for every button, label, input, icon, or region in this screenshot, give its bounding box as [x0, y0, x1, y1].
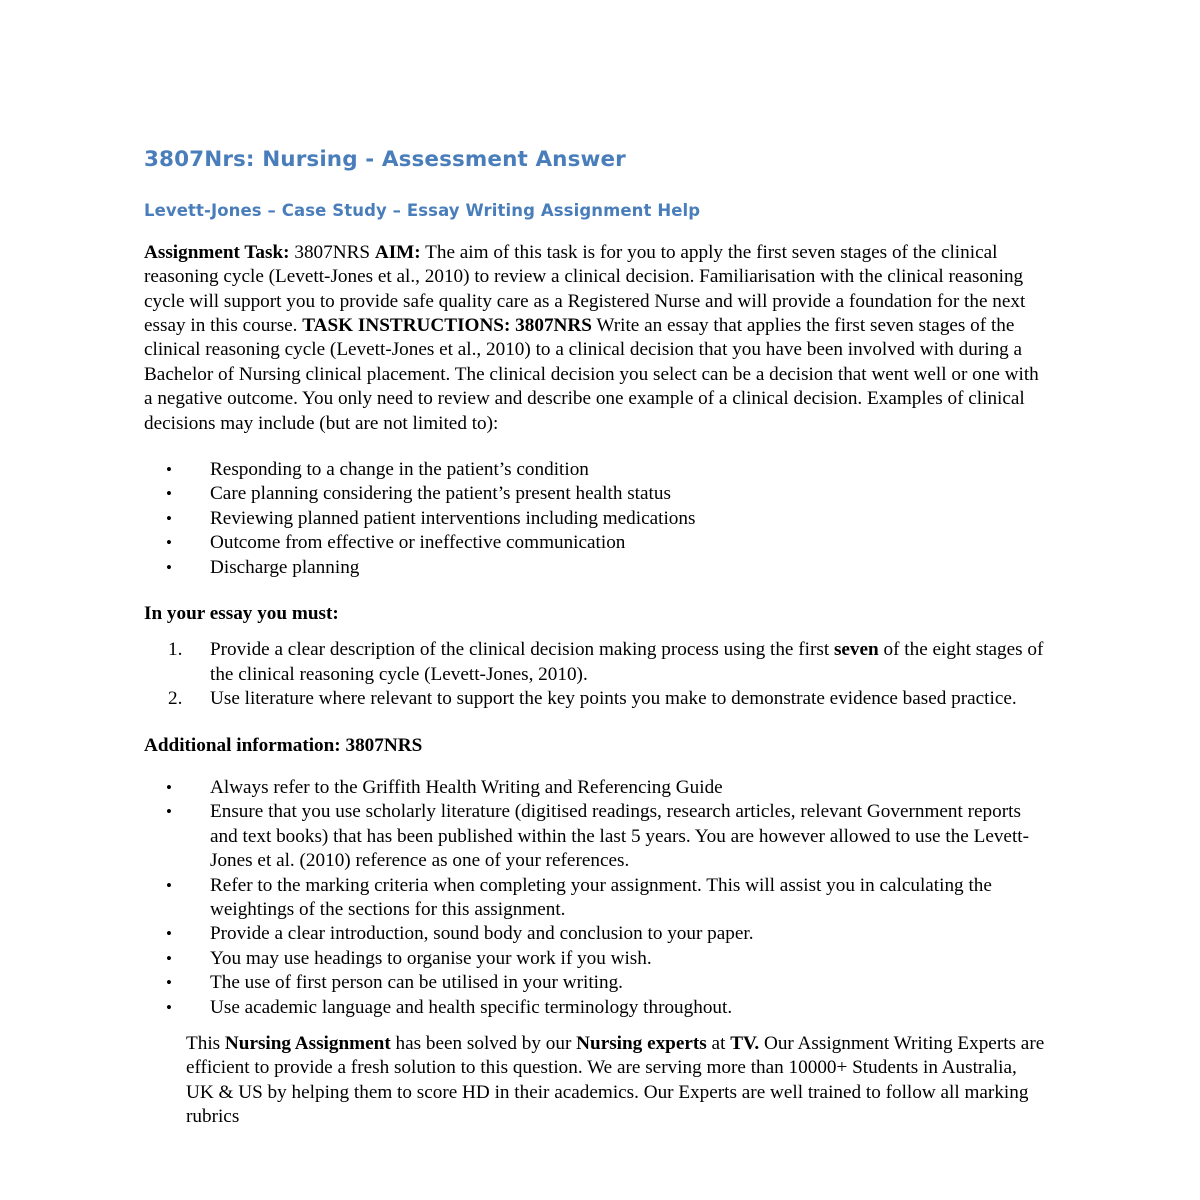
essay-requirements-heading: In your essay you must:	[144, 602, 339, 624]
additional-information-heading: Additional information: 3807NRS	[144, 734, 423, 756]
document-content	[144, 148, 1049, 1130]
bullet-icon: •	[166, 508, 172, 528]
list-item-label: Use academic language and health specific terminology throughout.	[210, 996, 733, 1018]
page-title: 3807Nrs: Nursing - Assessment Answer	[144, 147, 626, 172]
decision-examples-list	[144, 458, 1049, 580]
closing-text-4: Our Assignment Writing Experts are efficient to provide a fresh solution to this question. We are serving more than 10000+ Students in Australia, UK & US by helping them to score HD in their academics. Our Experts are well trained to follow all marking rubrics	[186, 1033, 1045, 1128]
additional-information-list	[144, 776, 1049, 1020]
bullet-icon: •	[166, 484, 172, 504]
assignment-task-label: Assignment Task:	[144, 241, 290, 263]
spacer	[144, 1020, 1049, 1032]
closing-paragraph	[144, 1032, 1049, 1130]
list-item-label: The use of first person can be utilised in your writing.	[210, 972, 623, 994]
assignment-task-text-first: The aim of this task is for you to apply the first seven stages of the clinical reasoning cycle (Levett-Jones et al., 2010) to review a clinical decision. Familiarisation with the clinical reasoning cycle will support you to provide safe quality care as a Registered Nurse and will provide a foundation for the next essay in this course.	[144, 241, 1026, 336]
spacer	[144, 712, 1049, 734]
list-item	[144, 687, 1049, 711]
bullet-icon: •	[166, 802, 172, 822]
list-item-label: Responding to a change in the patient’s condition	[210, 458, 589, 480]
closing-text-1: This	[186, 1033, 225, 1055]
list-item	[144, 531, 1049, 555]
list-item-label: Provide a clear introduction, sound body and conclusion to your paper.	[210, 923, 754, 945]
closing-bold-3: TV.	[730, 1033, 760, 1055]
list-item-emphasis: seven	[833, 639, 879, 661]
list-item-label: Reviewing planned patient interventions including medications	[210, 507, 696, 529]
list-marker: 1.	[168, 639, 183, 661]
bullet-icon: •	[166, 533, 172, 553]
list-item-label: Care planning considering the patient’s present health status	[210, 483, 671, 505]
list-item	[144, 947, 1049, 971]
closing-bold-1: Nursing Assignment	[224, 1033, 391, 1055]
bullet-icon: •	[166, 948, 172, 968]
assignment-task-code: 3807NRS	[289, 241, 375, 263]
spacer	[144, 758, 1049, 776]
list-item-text-after: of the eight stages of the clinical reasoning cycle (Levett-Jones, 2010).	[210, 639, 1044, 685]
bullet-icon: •	[166, 875, 172, 895]
bullet-icon: •	[166, 924, 172, 944]
list-item	[144, 458, 1049, 482]
spacer	[144, 436, 1049, 458]
bullet-icon: •	[166, 557, 172, 577]
list-item-label: Always refer to the Griffith Health Writing and Referencing Guide	[210, 777, 723, 798]
list-item-label: You may use headings to organise your work if you wish.	[210, 947, 652, 969]
assignment-task-text-second: Write an essay that applies the first seven stages of the clinical reasoning cycle (Levett-Jones et al., 2010) to a clinical decision that you have been involved with during a Bachelor of Nursing clinical placement. The clinical decision you select can be a decision that went well or one with a negative outcome. You only need to review and describe one example of a clinical decision. Examples of clinical decisions may include (but are not limited to):	[144, 314, 1039, 434]
list-item-label: Discharge planning	[210, 556, 360, 578]
list-item-label: Ensure that you use scholarly literature (digitised readings, research articles, relevant Government reports and text books) that has been published within the last 5 years. You are however allowed to use the Levett-Jones et al. (2010) reference as one of your references.	[210, 801, 1029, 872]
bullet-icon: •	[166, 459, 172, 479]
list-item	[144, 971, 1049, 995]
list-item	[144, 922, 1049, 946]
list-marker: 2.	[168, 688, 183, 710]
list-item	[144, 482, 1049, 506]
page-subtitle: Levett-Jones – Case Study – Essay Writing Assignment Help	[144, 200, 701, 220]
closing-text-3: at	[706, 1033, 731, 1055]
list-item-label: Refer to the marking criteria when completing your assignment. This will assist you in calculating the weightings of the sections for this assignment.	[210, 874, 992, 921]
assignment-task-paragraph	[144, 241, 1049, 436]
list-item-text-before: Provide a clear description of the clinical decision making process using the first	[210, 639, 834, 661]
bullet-icon: •	[166, 973, 172, 993]
spacer	[144, 626, 1049, 638]
closing-bold-2: Nursing experts	[576, 1033, 707, 1055]
list-item	[144, 874, 1049, 923]
list-item-text-before: Use literature where relevant to support the key points you make to demonstrate evidence based practice.	[210, 688, 1017, 710]
list-item-label: Outcome from effective or ineffective communication	[210, 532, 626, 554]
essay-requirements-list	[144, 638, 1049, 711]
list-item	[144, 507, 1049, 531]
spacer	[144, 580, 1049, 602]
bullet-icon: •	[166, 778, 172, 797]
list-item	[144, 996, 1049, 1020]
aim-label: AIM:	[374, 241, 421, 263]
task-instructions-label: TASK INSTRUCTIONS: 3807NRS	[302, 314, 592, 336]
list-item	[144, 638, 1049, 687]
list-item	[144, 556, 1049, 580]
bullet-icon: •	[166, 997, 172, 1017]
list-item	[144, 800, 1049, 873]
closing-text-2: has been solved by our	[390, 1033, 577, 1055]
list-item	[144, 776, 1049, 800]
